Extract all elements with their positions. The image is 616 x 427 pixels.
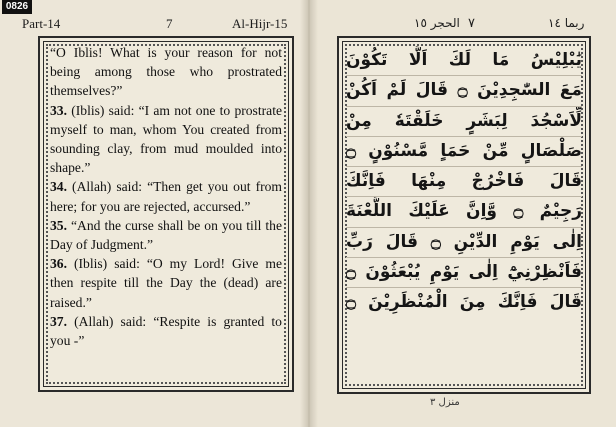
book-gutter bbox=[300, 0, 318, 427]
right-header-part: ربما ١٤ bbox=[548, 16, 585, 30]
verse-text: “O Iblis! What is your reason for not being among those who prostrated themselves?” bbox=[50, 45, 282, 99]
right-page-number: ٧ bbox=[468, 16, 475, 31]
verse-text: (Iblis) said: “I am not one to prostrate myself to man, whom You created from sounding clay, from mud moulded into shape.” bbox=[50, 102, 282, 176]
verse-paragraph bbox=[50, 312, 282, 350]
verse-paragraph bbox=[50, 177, 282, 215]
manzil-marker: منزل ٣ bbox=[430, 397, 460, 408]
arabic-line: لِّاَسْجُدَ لِبَشَرٍ خَلَقْتَهٗ مِنْ bbox=[346, 107, 582, 137]
arabic-text bbox=[346, 46, 582, 318]
arabic-line: يَٰٰبْلِيْسُ مَا لَكَ اَلَّا تَكُوْنَ bbox=[346, 46, 582, 76]
arabic-line: فَاَنْظِرْنِيْٓ اِلٰى يَوْمِ يُبْعَثُوْنَ ۝ bbox=[346, 258, 582, 288]
left-page-number: 7 bbox=[166, 16, 173, 31]
arabic-line: مَعَ السّٰجِدِيْنَ ۝ قَالَ لَمْ اَكُنْ bbox=[346, 76, 582, 106]
left-header-surah: Al-Hijr-15 bbox=[232, 16, 288, 31]
left-header-part: Part-14 bbox=[22, 16, 61, 31]
arabic-line: قَالَ فَاِنَّكَ مِنَ الْمُنْظَرِيْنَ ۝ bbox=[346, 292, 582, 313]
verse-number: 36. bbox=[50, 256, 67, 272]
verse-paragraph bbox=[50, 101, 282, 178]
translation-text bbox=[50, 43, 282, 350]
arabic-line: صَلْصَالٍ مِّنْ حَمَاٍ مَّسْنُوْنٍ ۝ bbox=[346, 137, 582, 167]
verse-text: (Allah) said: “Then get you out from here; for you are rejected, accursed.” bbox=[50, 179, 282, 214]
verse-paragraph bbox=[50, 254, 282, 312]
verse-text: “And the curse shall be on you till the Day of Judgment.” bbox=[50, 217, 282, 253]
arabic-line: رَجِيْمٌ ۝ وَّاِنَّ عَلَيْكَ اللَّعْنَةَ bbox=[346, 197, 582, 227]
verse-number: 37. bbox=[50, 313, 67, 329]
verse-text: (Allah) said: “Respite is granted to you -” bbox=[50, 313, 282, 349]
verse-number: 35. bbox=[50, 217, 67, 233]
verse-number: 34. bbox=[50, 179, 67, 195]
verse-text: (Iblis) said: “O my Lord! Give me then respite till the Day the (dead) are raised.” bbox=[50, 256, 282, 310]
arabic-line: اِلٰى يَوْمِ الدِّيْنِ ۝ قَالَ رَبِّ bbox=[346, 228, 582, 258]
verse-paragraph bbox=[50, 43, 282, 101]
verse-paragraph bbox=[50, 216, 282, 254]
right-header-surah: الحجر ١٥ bbox=[414, 16, 460, 30]
verse-number: 33. bbox=[50, 102, 67, 118]
scan-id-label: 0826 bbox=[2, 0, 32, 14]
arabic-line: قَالَ فَاخْرُجْ مِنْهَا فَاِنَّكَ bbox=[346, 167, 582, 197]
